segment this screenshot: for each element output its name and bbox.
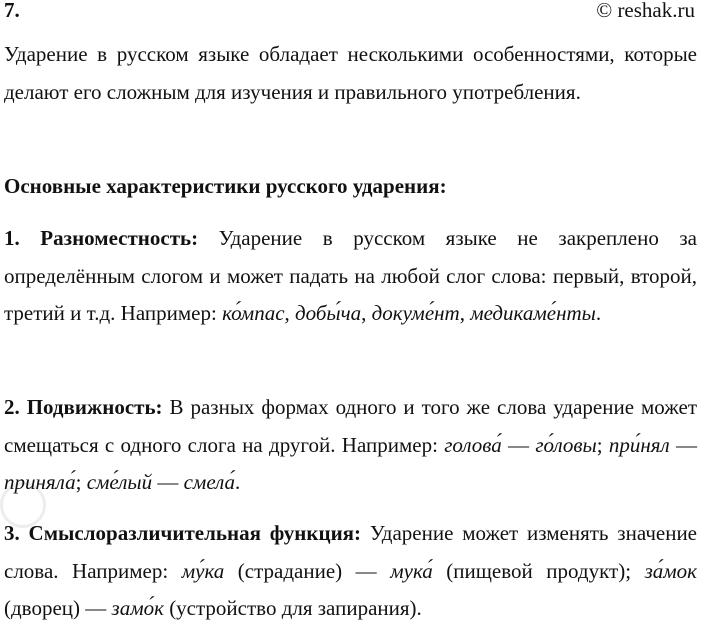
example-word: му́ка <box>181 558 225 583</box>
example-separator: . <box>595 301 602 325</box>
item-label: 2. Подвижность: <box>4 395 163 419</box>
example-separator: — <box>669 432 697 457</box>
example-separator: (устройство для запирания). <box>163 596 422 620</box>
example-separator: (страдание) — <box>224 558 391 583</box>
example-separator: (дворец) — <box>4 596 112 620</box>
example-separator: — <box>501 432 536 457</box>
item-meaning-function <box>4 515 697 628</box>
example-word: при́нял <box>608 432 670 457</box>
example-word: докуме́нт <box>371 301 460 325</box>
example-word: сме́лый <box>86 470 153 494</box>
item-label: 3. Смыслоразличительная функция: <box>4 521 362 545</box>
intro-paragraph: Ударение в русском языке обладает несколькими особенностями, которые делают его сложным для изучения и правильного употребления. <box>4 42 697 104</box>
item-text: Ударение в русском языке не закреплено за определённым слогом и может падать на любой слог слова: первый, второй, третий и т.д. Например: <box>4 226 697 325</box>
example-separator: (пищевой продукт); <box>432 558 645 583</box>
example-word: голова́ <box>444 432 502 457</box>
example-word: медикаме́нты <box>470 301 596 325</box>
example-word: за́мок <box>644 558 697 583</box>
example-word: го́ловы <box>535 432 597 457</box>
example-word: добы́ча <box>295 301 362 325</box>
example-separator: . <box>235 470 241 494</box>
example-separator: , <box>459 301 471 325</box>
copyright-label: © reshak.ru <box>596 0 695 22</box>
example-word: смела́ <box>183 470 236 494</box>
item-examples <box>222 301 601 325</box>
item-text: Ударение может изменять значение слова. Например: <box>4 521 697 583</box>
section-heading: Основные характеристики русского ударения: <box>4 174 447 198</box>
example-word: замо́к <box>111 596 164 620</box>
item-stress-position <box>4 220 697 333</box>
example-separator: , <box>361 301 372 325</box>
example-word: приняла́ <box>4 470 76 494</box>
example-separator: ; <box>75 470 87 494</box>
example-separator: , <box>284 301 296 325</box>
example-word: ко́мпас <box>222 301 285 325</box>
task-number: 7. <box>4 0 20 22</box>
item-text: В разных формах одного и того же слова ударение может смещаться с одного слога на другой. Например: <box>4 395 697 457</box>
item-stress-mobility <box>4 389 697 502</box>
example-separator: ; <box>596 432 609 457</box>
example-separator: — <box>152 470 184 494</box>
example-word: мука́ <box>390 558 433 583</box>
item-label: 1. Разноместность: <box>4 226 199 250</box>
